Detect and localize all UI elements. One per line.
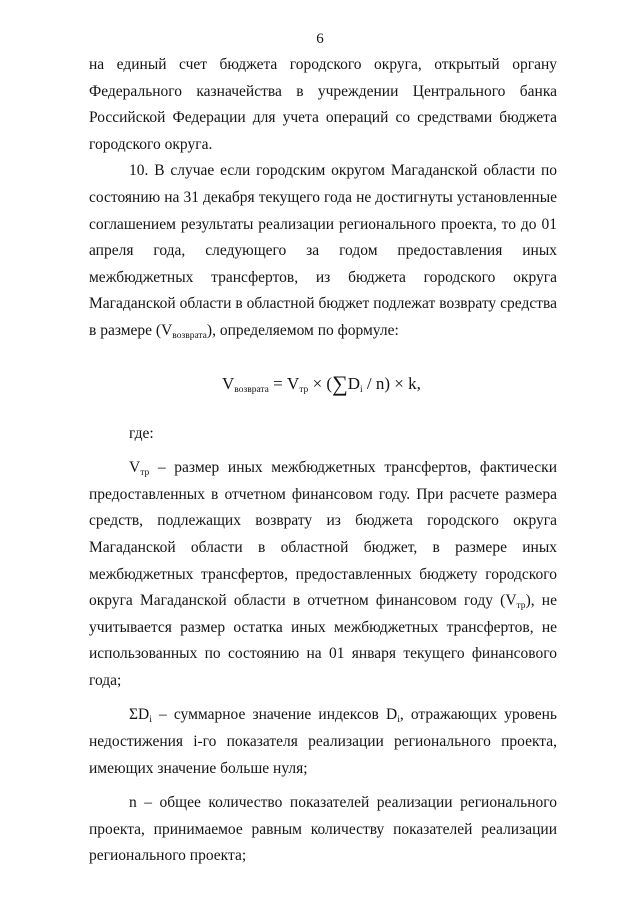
formula-d-subscript: i: [360, 384, 363, 395]
where-label: где:: [129, 424, 154, 442]
formula-v-subscript: возврата: [234, 384, 269, 395]
formula-d: D: [347, 373, 361, 393]
sum-d-symbol: ΣD: [129, 706, 150, 724]
definition-n: n – общее количество показателей реализации регионального проекта, принимаемое равным количеству показателей реализации регионального проекта;: [89, 794, 557, 865]
paragraph-intro: на единый счет бюджета городского округа, открытый органу Федерального казначейства в учреждении Центрального банка Российской Федерации для учета операций со средствами бюджета городского округа.: [89, 56, 557, 153]
sigma-symbol: ∑: [332, 370, 348, 396]
sum-d-definition-text-2: , отражающих уровень недостижения i-го показателя реализации регионального проекта, имеющих значение больше нуля;: [89, 706, 557, 777]
v-return-subscript: возврата: [172, 330, 207, 341]
vtr-subscript: тр: [140, 468, 150, 479]
formula-times: × (: [308, 373, 333, 393]
vtr-definition-text: – размер иных межбюджетных трансфертов, фактически предоставленных в отчетном финансовом году. При расчете размера средств, подлежащих возврату из бюджета городского округа Магаданской области в областной бюджет, в размере иных межбюджетных трансфертов, предоставленных бюджету городского округа Магаданской области в отчетном финансовом году (V: [89, 459, 557, 610]
formula-rest: / n) × k,: [362, 373, 421, 393]
vtr-symbol: V: [129, 459, 141, 477]
paragraph-10-tail: ), определяемом по формуле:: [206, 321, 399, 339]
d-i-subscript: i: [397, 715, 400, 726]
formula-v: V: [222, 373, 235, 393]
vtr-subscript-2: тр: [516, 601, 526, 612]
page-number: 6: [316, 31, 324, 47]
return-formula: [89, 369, 557, 399]
paragraph-10: [89, 158, 557, 344]
vtr-definition-text-2: ), не учитывается размер остатка иных межбюджетных трансфертов, не использованных по состоянию на 01 января текущего финансового года;: [89, 592, 557, 689]
formula-equals: = V: [268, 373, 300, 393]
sum-d-definition-text: – суммарное значение индексов D: [151, 706, 398, 724]
document-body: [89, 52, 557, 870]
definition-sum-d: [89, 702, 557, 782]
formula-vtr-subscript: тр: [299, 384, 309, 395]
paragraph-10-text: 10. В случае если городским округом Магаданской области по состоянию на 31 декабря текущего года не достигнуты установленные соглашением результаты реализации регионального проекта, то до 01 апреля года, следующего за годом предоставления иных межбюджетных трансфертов, из бюджета городского округа Магаданской области в областной бюджет подлежат возврату средства в размере (V: [89, 162, 557, 339]
sum-d-subscript: i: [149, 715, 152, 726]
definition-vtr: [89, 455, 557, 694]
